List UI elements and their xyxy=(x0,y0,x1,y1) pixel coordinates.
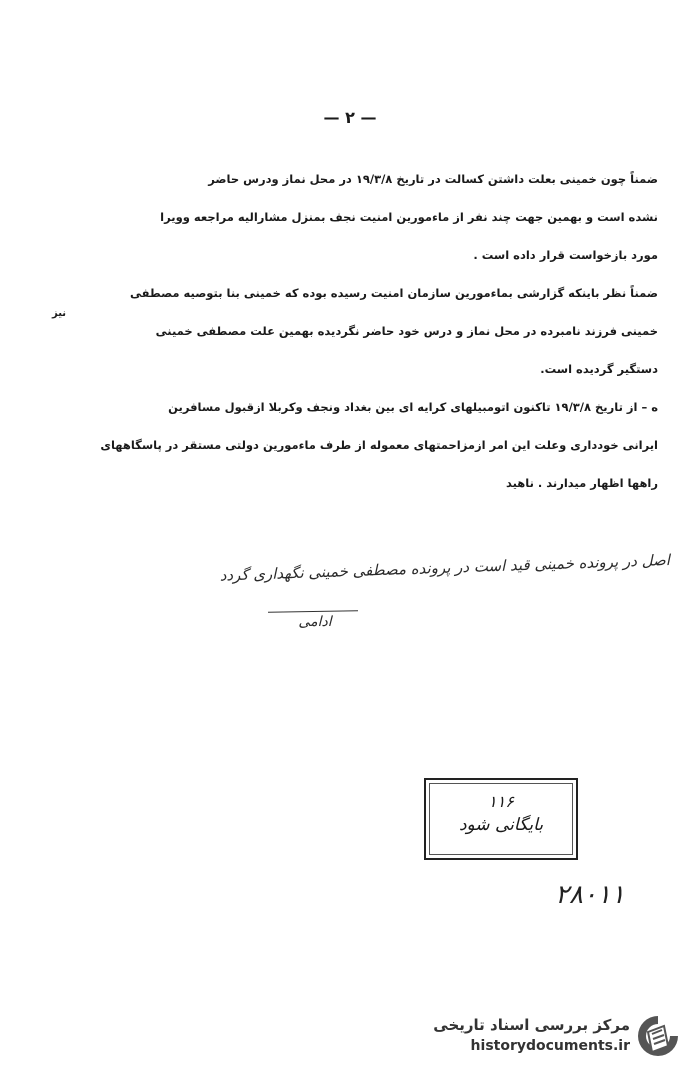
archive-stamp xyxy=(424,778,578,860)
stamp-number: ۱۱۶ xyxy=(488,792,514,811)
watermark xyxy=(420,1010,690,1066)
handwritten-number: ۲۸۰۱۱ xyxy=(555,880,625,910)
document-body xyxy=(22,160,658,502)
handwritten-note: اصل در پرونده خمینی قید است در پرونده مصطفی خمینی نگهداری گردد xyxy=(219,550,671,585)
text-line: ضمناً چون خمینی بعلت داشتن کسالت در تاریخ ۱۹/۳/۸ در محل نماز ودرس حاضر xyxy=(208,172,658,186)
handwritten-signature: ادامی xyxy=(298,614,332,630)
archive-logo-icon xyxy=(634,1012,682,1060)
text-line: ه – از تاریخ ۱۹/۳/۸ تاکنون اتومبیلهای کرایه ای بین بغداد ونجف وکربلا ازقبول مسافرین xyxy=(168,400,658,414)
text-line: دستگیر گردیده است. xyxy=(540,362,658,376)
text-line: مورد بازخواست قرار داده است . xyxy=(473,248,658,262)
text-line: خمینی فرزند نامبرده در محل نماز و درس خود حاضر نگردیده بهمین علت مصطفی خمینی xyxy=(155,324,658,338)
watermark-title: مرکز بررسی اسناد تاریخی xyxy=(433,1016,630,1034)
signature-underline xyxy=(268,610,358,613)
text-line: ضمناً نظر باینکه گزارشی بماءمورین سازمان امنیت رسیده بوده که خمینی بنا بتوصیه مصطفی xyxy=(129,286,658,300)
page-number: — ۲ — xyxy=(323,108,377,127)
text-line: راهها اظهار میدارند . ناهید xyxy=(505,476,658,490)
text-line: نشده است و بهمین جهت چند نفر از ماءمورین امنیت نجف بمنزل مشارالیه مراجعه وویرا xyxy=(160,210,658,224)
text-line: ایرانی خودداری وعلت این امر ازمزاحمتهای معموله از طرف ماءمورین دولتی مستقر در پاسگاههای xyxy=(100,438,658,452)
interlinear-note: نیز xyxy=(52,308,67,319)
stamp-text: بایگانی شود xyxy=(458,815,544,835)
watermark-url[interactable]: historydocuments.ir xyxy=(470,1038,630,1054)
